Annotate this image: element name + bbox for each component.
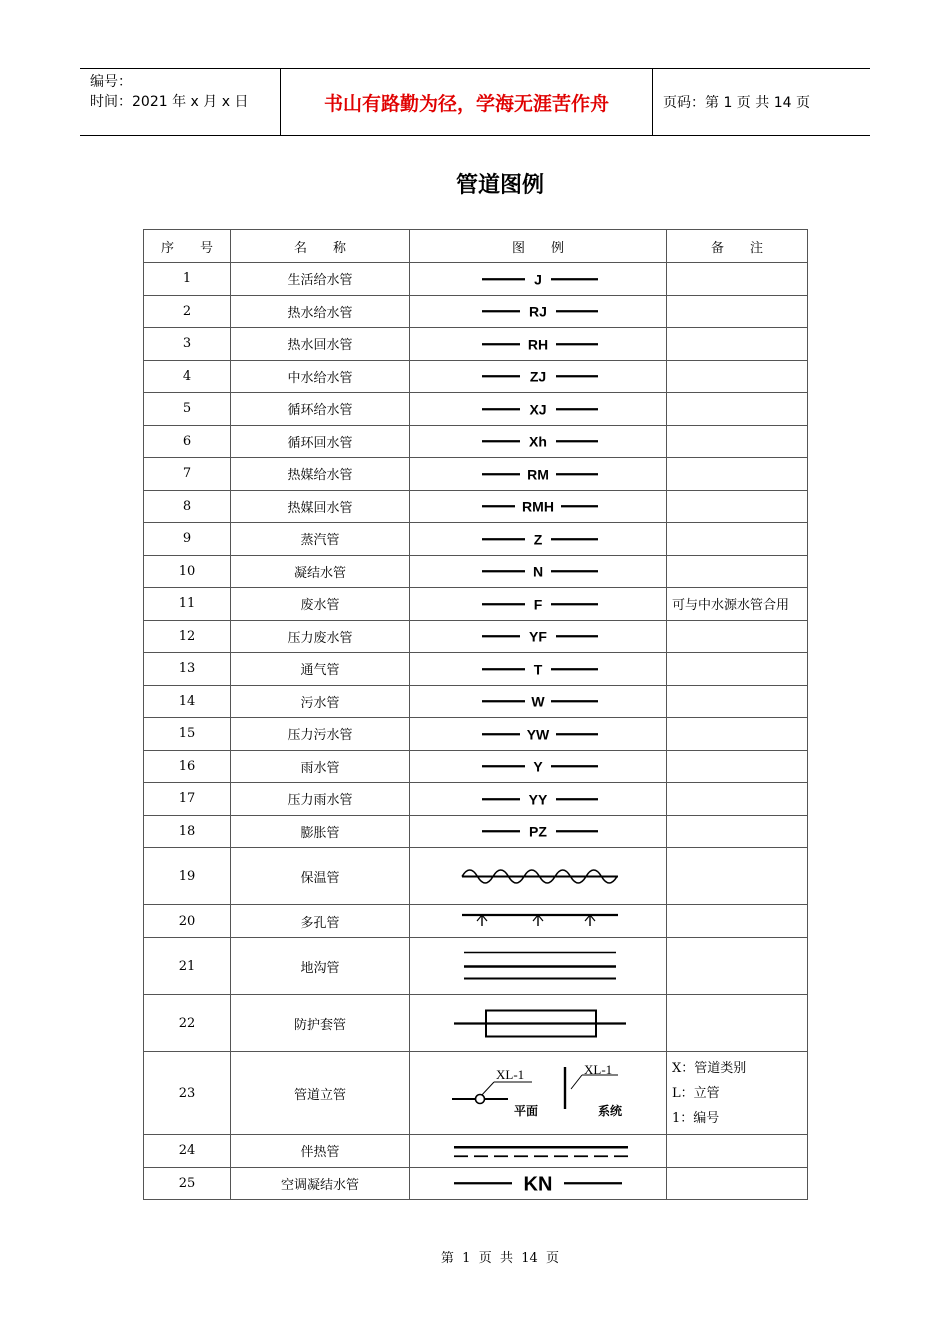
row-number: 19: [144, 848, 231, 905]
table-row: [144, 263, 808, 296]
row-note: [667, 815, 808, 848]
pipe-symbol-drawing: [418, 997, 658, 1050]
pipe-symbol-drawing: [418, 817, 658, 846]
table-row: [144, 718, 808, 751]
pipe-symbol-drawing: [418, 655, 658, 684]
row-name: 热水给水管: [231, 295, 410, 328]
row-number: 8: [144, 490, 231, 523]
pipe-code-label: ZJ: [529, 368, 547, 385]
row-number: 1: [144, 263, 231, 296]
row-name: 热水回水管: [231, 328, 410, 361]
number-label: 编号：: [90, 74, 132, 90]
row-symbol: [410, 360, 667, 393]
row-symbol: [410, 750, 667, 783]
row-name: 热媒给水管: [231, 458, 410, 491]
riser-note-line: X：管道类别: [672, 1060, 747, 1076]
table-row: [144, 328, 808, 361]
table-row: [144, 815, 808, 848]
pipe-symbol-drawing: [418, 525, 658, 554]
page-footer: 第 1 页 共 14 页: [440, 1251, 560, 1266]
row-name: 凝结水管: [231, 555, 410, 588]
row-name: 多孔管: [231, 905, 410, 938]
row-note: [667, 490, 808, 523]
row-number: 15: [144, 718, 231, 751]
row-symbol: [410, 393, 667, 426]
row-note: [667, 620, 808, 653]
pipe-symbol-drawing: [418, 330, 658, 359]
pipe-symbol-drawing: [418, 940, 658, 993]
row-symbol: [410, 783, 667, 816]
row-symbol: [410, 490, 667, 523]
row-symbol: [410, 620, 667, 653]
pipe-symbol-drawing: [418, 785, 658, 814]
row-symbol: [410, 815, 667, 848]
pipe-symbol-drawing: [418, 850, 658, 903]
riser-system-label: XL-1: [584, 1063, 613, 1077]
row-note: [667, 783, 808, 816]
pipe-code-label: J: [534, 270, 542, 287]
pipe-code-label: W: [531, 693, 545, 710]
row-name: 压力污水管: [231, 718, 410, 751]
pipe-code-label: Y: [533, 758, 543, 775]
riser-note-line: L：立管: [672, 1085, 720, 1101]
table-row: [144, 1052, 808, 1135]
row-name: 生活给水管: [231, 263, 410, 296]
row-note: [667, 458, 808, 491]
row-symbol: [410, 1052, 667, 1135]
row-symbol: [410, 523, 667, 556]
table-row: [144, 425, 808, 458]
row-number: 25: [144, 1167, 231, 1200]
row-symbol: [410, 1135, 667, 1168]
row-number: 3: [144, 328, 231, 361]
riser-plan-label: XL-1: [496, 1067, 525, 1082]
col-header-note: 备 注: [667, 230, 808, 263]
row-symbol: [410, 588, 667, 621]
row-note: [667, 1052, 808, 1135]
row-name: 循环给水管: [231, 393, 410, 426]
col-header-number: 序 号: [144, 230, 231, 263]
pipe-symbol-drawing: [418, 1063, 658, 1123]
row-number: 14: [144, 685, 231, 718]
pipe-code-label: RJ: [529, 303, 547, 320]
pipe-code-label: YY: [528, 790, 548, 807]
pipe-symbol-drawing: [418, 460, 658, 489]
row-note: [667, 938, 808, 995]
row-symbol: [410, 995, 667, 1052]
pipe-code-label: XJ: [529, 400, 547, 417]
row-number: 21: [144, 938, 231, 995]
pipe-symbol-drawing: [418, 1169, 658, 1198]
row-note: [667, 295, 808, 328]
row-number: 11: [144, 588, 231, 621]
table-row: [144, 938, 808, 995]
pipe-code-label: RH: [527, 335, 549, 352]
table-row: [144, 848, 808, 905]
riser-system-caption: 系统: [598, 1104, 623, 1118]
row-note: [667, 425, 808, 458]
row-number: 20: [144, 905, 231, 938]
pipe-symbol-drawing: [418, 622, 658, 651]
row-symbol: [410, 328, 667, 361]
table-row: [144, 555, 808, 588]
row-name: 保温管: [231, 848, 410, 905]
riser-plan-caption: 平面: [514, 1104, 539, 1118]
table-row: [144, 490, 808, 523]
pipe-code-label: T: [533, 660, 543, 677]
row-number: 22: [144, 995, 231, 1052]
pipe-symbol-drawing: [418, 687, 658, 716]
row-number: 23: [144, 1052, 231, 1135]
row-name: 蒸汽管: [231, 523, 410, 556]
row-note: [667, 995, 808, 1052]
row-name: 管道立管: [231, 1052, 410, 1135]
row-number: 7: [144, 458, 231, 491]
table-row: [144, 295, 808, 328]
table-row: [144, 1167, 808, 1200]
row-name: 空调凝结水管: [231, 1167, 410, 1200]
row-name: 压力废水管: [231, 620, 410, 653]
table-row: [144, 1135, 808, 1168]
row-note: [667, 653, 808, 686]
row-symbol: [410, 1167, 667, 1200]
row-name: 热媒回水管: [231, 490, 410, 523]
row-symbol: [410, 263, 667, 296]
header-page-info: 页码：第 1 页 共 14 页: [663, 95, 810, 111]
pipe-code-label: Z: [533, 530, 543, 547]
pipe-symbol-drawing: [418, 492, 658, 521]
row-name: 污水管: [231, 685, 410, 718]
col-header-symbol: 图 例: [410, 230, 667, 263]
row-number: 4: [144, 360, 231, 393]
pipe-symbol-drawing: [418, 297, 658, 326]
row-symbol: [410, 458, 667, 491]
row-number: 6: [144, 425, 231, 458]
table-row: [144, 750, 808, 783]
row-name: 地沟管: [231, 938, 410, 995]
row-note: [667, 523, 808, 556]
document-header: [80, 68, 870, 136]
row-name: 伴热管: [231, 1135, 410, 1168]
row-number: 16: [144, 750, 231, 783]
pipe-symbol-drawing: [418, 907, 658, 936]
pipe-symbol-drawing: [418, 752, 658, 781]
row-symbol: [410, 718, 667, 751]
pipe-code-label: RMH: [522, 498, 554, 515]
table-row: [144, 393, 808, 426]
row-symbol: [410, 848, 667, 905]
pipe-code-label: Xh: [529, 433, 547, 450]
row-name: 雨水管: [231, 750, 410, 783]
row-note: [667, 393, 808, 426]
table-row: [144, 995, 808, 1052]
table-row: [144, 685, 808, 718]
header-meta: [80, 69, 281, 135]
pipe-code-label: PZ: [529, 823, 547, 840]
pipe-symbol-drawing: [418, 427, 658, 456]
row-symbol: [410, 425, 667, 458]
row-name: 循环回水管: [231, 425, 410, 458]
pipe-code-label: RM: [527, 465, 549, 482]
pipe-symbol-drawing: [418, 557, 658, 586]
row-name: 废水管: [231, 588, 410, 621]
pipe-code-label: YF: [529, 628, 547, 645]
row-name: 膨胀管: [231, 815, 410, 848]
pipe-symbol-drawing: [418, 395, 658, 424]
pipe-symbol-drawing: [418, 720, 658, 749]
row-number: 12: [144, 620, 231, 653]
row-name: 压力雨水管: [231, 783, 410, 816]
row-note: [667, 750, 808, 783]
pipe-legend-table: [143, 229, 808, 1200]
row-name: 中水给水管: [231, 360, 410, 393]
row-note: [667, 360, 808, 393]
row-number: 2: [144, 295, 231, 328]
table-row: [144, 523, 808, 556]
page-title: 管道图例: [455, 173, 544, 198]
row-number: 5: [144, 393, 231, 426]
row-note: [667, 1135, 808, 1168]
date-label: 时间：2021 年 x 月 x 日: [90, 94, 249, 110]
row-symbol: [410, 653, 667, 686]
table-row: [144, 653, 808, 686]
table-row: [144, 620, 808, 653]
pipe-symbol-drawing: [418, 1137, 658, 1166]
row-number: 9: [144, 523, 231, 556]
row-note: [667, 905, 808, 938]
row-note: [667, 685, 808, 718]
table-row: [144, 905, 808, 938]
row-symbol: [410, 905, 667, 938]
row-note: [667, 263, 808, 296]
pipe-symbol-drawing: [418, 265, 658, 294]
header-slogan: 书山有路勤为径，学海无涯苦作舟: [281, 69, 653, 135]
row-note: [667, 1167, 808, 1200]
row-note: [667, 848, 808, 905]
pipe-symbol-drawing: [418, 590, 658, 619]
table-row: [144, 360, 808, 393]
pipe-code-label: YW: [526, 725, 550, 742]
row-number: 24: [144, 1135, 231, 1168]
table-header-row: [144, 230, 808, 263]
table-row: [144, 783, 808, 816]
row-name: 防护套管: [231, 995, 410, 1052]
pipe-symbol-drawing: [418, 362, 658, 391]
row-symbol: [410, 938, 667, 995]
row-note: [667, 555, 808, 588]
row-symbol: [410, 295, 667, 328]
pipe-code-label: F: [533, 595, 543, 612]
row-number: 13: [144, 653, 231, 686]
table-row: [144, 458, 808, 491]
table-row: [144, 588, 808, 621]
row-number: 17: [144, 783, 231, 816]
row-name: 通气管: [231, 653, 410, 686]
riser-note-line: 1：编号: [672, 1110, 720, 1126]
pipe-code-label: N: [532, 563, 544, 580]
row-number: 10: [144, 555, 231, 588]
row-symbol: [410, 555, 667, 588]
row-note: [667, 718, 808, 751]
row-number: 18: [144, 815, 231, 848]
row-note: 可与中水源水管合用: [667, 588, 808, 621]
col-header-name: 名 称: [231, 230, 410, 263]
row-symbol: [410, 685, 667, 718]
row-note: [667, 328, 808, 361]
pipe-code-label: KN: [523, 1173, 553, 1196]
